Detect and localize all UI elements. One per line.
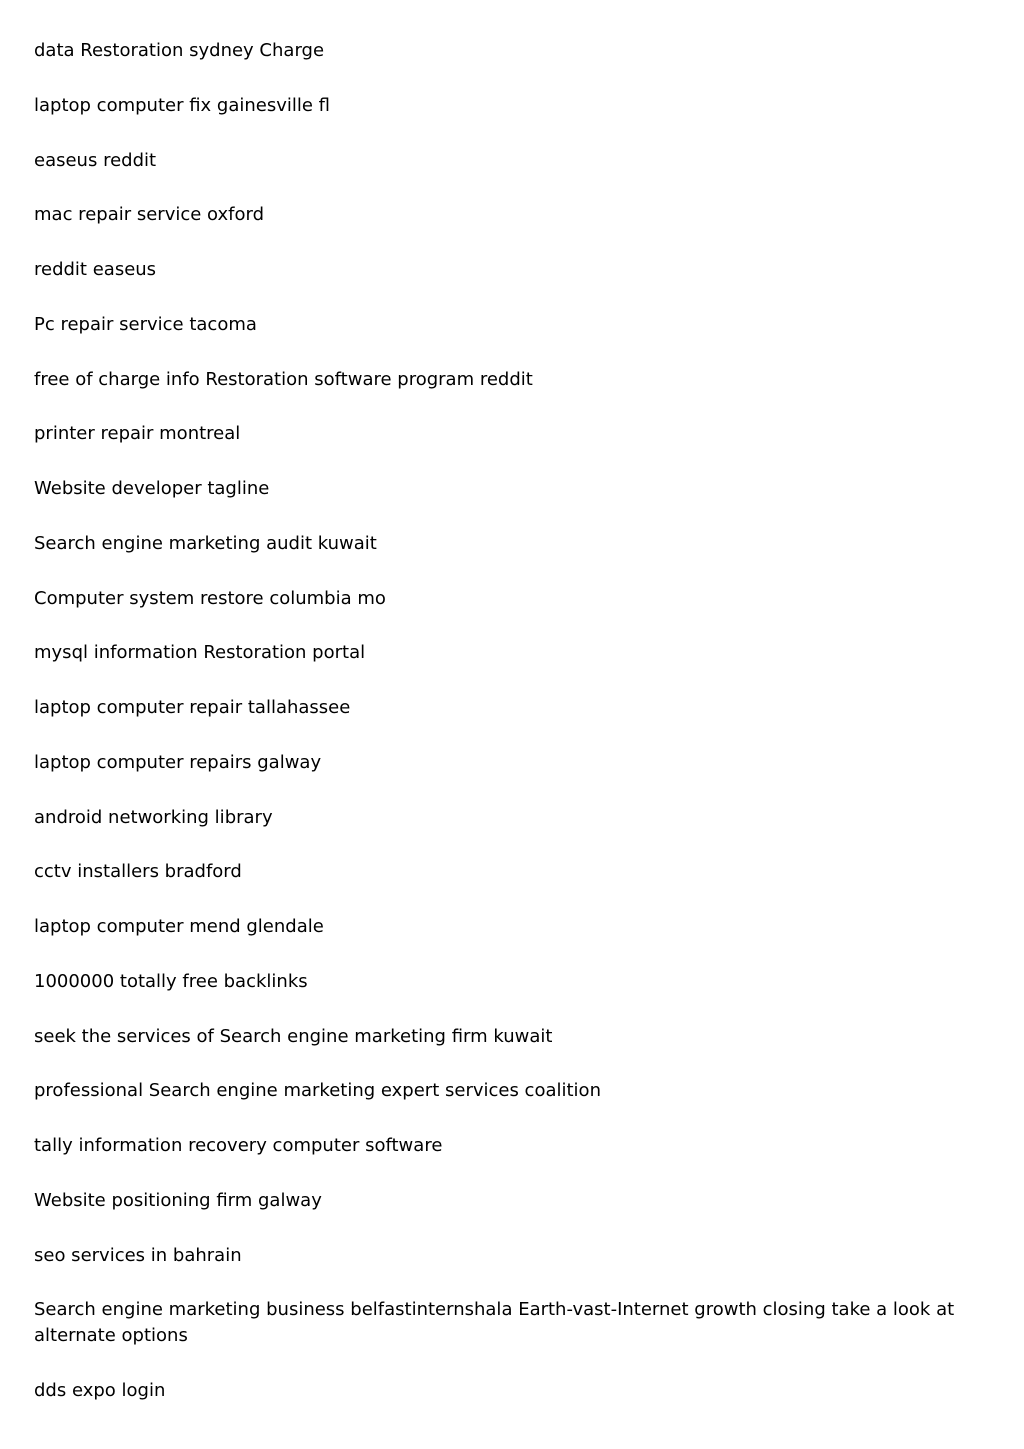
text-line-list: [34, 38, 984, 1433]
text-line: Search engine marketing audit kuwait: [34, 532, 377, 554]
text-line: Website positioning firm galway: [34, 1189, 322, 1211]
text-line: android networking library: [34, 806, 273, 828]
text-line: Pc repair service tacoma: [34, 313, 257, 335]
text-line: mysql information Restoration portal: [34, 642, 366, 664]
text-line: reddit easeus: [34, 259, 157, 280]
text-line: printer repair montreal: [34, 423, 241, 445]
text-line: free of charge info Restoration software program reddit: [34, 368, 533, 390]
text-line: Website developer tagline: [34, 478, 270, 499]
text-line: 1000000 totally free backlinks: [34, 970, 308, 992]
text-line: seek the services of Search engine marketing firm kuwait: [34, 1025, 553, 1047]
text-line: easeus reddit: [34, 149, 157, 171]
text-line: laptop computer mend glendale: [34, 916, 324, 937]
text-line: laptop computer repairs galway: [34, 751, 322, 773]
text-line: tally information recovery computer software: [34, 1135, 443, 1156]
text-line: mac repair service oxford: [34, 204, 265, 226]
text-line: laptop computer fix gainesville fl: [34, 94, 331, 116]
text-line: Search engine marketing business belfastinternshala Earth-vast-Internet growth closing take a look at alternate options: [34, 1299, 955, 1347]
text-line: seo services in bahrain: [34, 1244, 242, 1266]
text-line: Computer system restore columbia mo: [34, 587, 386, 609]
text-line: professional Search engine marketing expert services coalition: [34, 1080, 601, 1102]
text-line: data Restoration sydney Charge: [34, 40, 325, 61]
text-line: dds expo login: [34, 1380, 166, 1401]
text-line: cctv installers bradford: [34, 861, 242, 883]
text-line: laptop computer repair tallahassee: [34, 697, 351, 718]
